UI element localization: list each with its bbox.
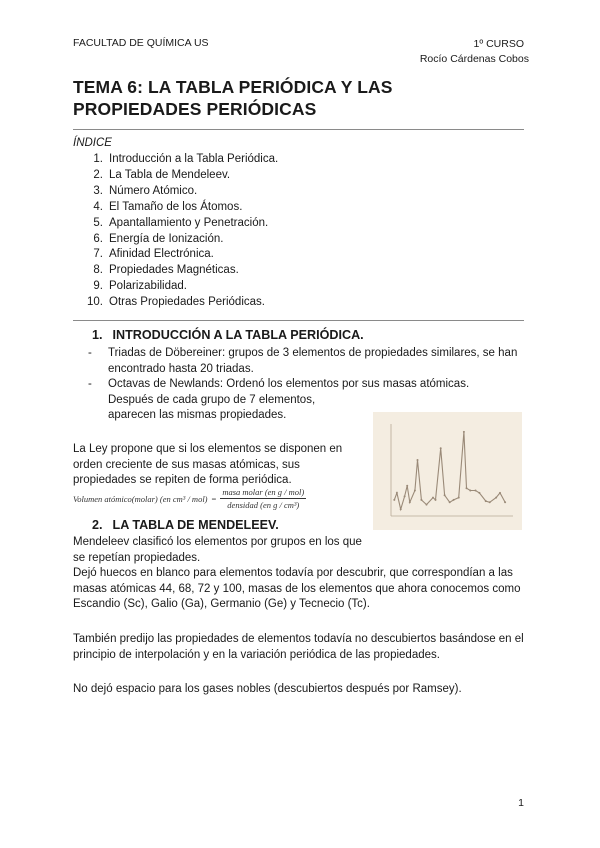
index-item [82,168,278,184]
chart-point [404,495,406,497]
index-item-label: Afinidad Electrónica. [109,248,214,261]
index-item-label: Apantallamiento y Penetración. [109,216,269,229]
index-item-label: Propiedades Magnéticas. [109,264,239,277]
mendeleev-paragraph-1: Mendeleev clasificó los elementos por grupos en los que se repetían propiedades. [73,536,362,564]
title-line-2: PROPIEDADES PERIÓDICAS [73,99,317,119]
chart-point [449,501,451,503]
index-item [82,232,278,248]
formula-lhs: Volumen atómico(molar) (en cm³ / mol) [73,493,208,504]
chart-point [504,501,506,503]
index-item [82,200,278,216]
chart-point [400,508,402,510]
bullet-text-dobereiner: Triadas de Döbereiner: grupos de 3 elementos de propiedades similares, se han encontrado hasta 20 triadas. [108,347,518,375]
chart-point [478,492,480,494]
section2-title: LA TABLA DE MENDELEEV. [112,518,279,532]
page-title [73,76,513,120]
bullet-dash: - [88,347,92,359]
chart-point [414,490,416,492]
index-heading: ÍNDICE [73,137,112,149]
index-item-label: El Tamaño de los Átomos. [109,200,243,213]
formula-denominator: densidad (en g / cm³) [227,500,300,510]
chart-point [435,499,437,501]
index-item [82,263,278,279]
section2-number: 2. [92,518,103,532]
index-item-number: 7. [93,248,103,261]
chart-point [463,431,465,433]
index-item-label: La Tabla de Mendeleev. [109,168,231,181]
index-item-number: 4. [93,200,103,213]
index-item-label: Energía de Ionización. [109,232,224,245]
index-item-label: Número Atómico. [109,184,198,197]
divider-top [73,129,524,130]
formula-equals: = [211,493,217,504]
chart-point [406,485,408,487]
bullet-dash: - [88,378,92,390]
chart-point [426,504,428,506]
atomic-volume-formula [73,487,306,510]
index-list [82,152,278,311]
chart-point [466,487,468,489]
chart-point [499,492,501,494]
index-item [82,279,278,295]
header-course: 1º CURSO [473,38,524,50]
header-author: Rocío Cárdenas Cobos [419,53,529,65]
index-item-label: Polarizabilidad. [109,280,187,293]
chart-point [458,497,460,499]
divider-index [73,320,524,321]
index-item [82,247,278,263]
chart-point [469,490,471,492]
bullet-newlands-rest: Después de cada grupo de 7 elementos, aparecen las mismas propiedades. [108,393,316,421]
index-item [82,152,278,168]
formula-fraction [220,487,306,510]
title-line-1: TEMA 6: LA TABLA PERIÓDICA Y LAS [73,77,393,97]
chart-point [432,497,434,499]
chart-point [396,492,398,494]
chart-point [485,500,487,502]
bullet-item [88,346,518,377]
atomic-volume-chart [373,412,522,530]
index-item [82,216,278,232]
chart-point [409,501,411,503]
chart-point [495,497,497,499]
ley-paragraph: La Ley propone que si los elementos se disponen en orden creciente de sus masas atómicas, sus propiedades se repiten de forma periódica. [73,443,343,487]
section2-heading [92,518,279,532]
chart-svg [373,412,522,530]
chart-series-line [394,432,505,509]
index-item-number: 5. [93,216,103,229]
section1-heading [92,328,364,342]
header-faculty: FACULTAD DE QUÍMICA US [73,37,209,49]
chart-point [393,499,395,501]
index-item-number: 6. [93,232,103,245]
chart-point [444,494,446,496]
index-item-number: 8. [93,264,103,277]
chart-point [453,499,455,501]
index-item-label: Otras Propiedades Periódicas. [109,296,265,309]
index-item [82,295,278,311]
mendeleev-paragraph-2: Dejó huecos en blanco para elementos todavía por descubrir, que correspondían a las masas atómicas 44, 68, 72 y 100, masas de los elementos que ahora conocemos como Escandio (Sc), Galio (Ga), Germanio (Ge) y Tecnecio (Tc). [73,567,521,611]
chart-point [420,499,422,501]
index-item [82,184,278,200]
mendeleev-paragraph-3: También predijo las propiedades de elementos todavía no descubiertos basándose en el principio de interpolación y en la variación periódica de las propiedades. [73,633,524,661]
chart-point [489,501,491,503]
index-item-number: 2. [93,168,103,181]
index-item-number: 9. [93,280,103,293]
chart-point [417,459,419,461]
bullet-newlands-first: Octavas de Newlands: Ordenó los elementos por sus masas atómicas. [108,378,470,390]
index-item-number: 3. [93,184,103,197]
chart-point [440,447,442,449]
chart-point [475,490,477,492]
formula-numerator: masa molar (en g / mol) [222,487,305,497]
mendeleev-paragraph-4: No dejó espacio para los gases nobles (descubiertos después por Ramsey). [73,683,462,695]
section1-number: 1. [92,328,103,342]
index-item-number: 1. [93,153,103,165]
page-number: 1 [518,797,524,809]
index-item-label: Introducción a la Tabla Periódica. [109,153,279,165]
header-right [419,37,529,67]
index-item-number: 10. [87,296,103,309]
section1-title: INTRODUCCIÓN A LA TABLA PERIÓDICA. [112,328,364,342]
